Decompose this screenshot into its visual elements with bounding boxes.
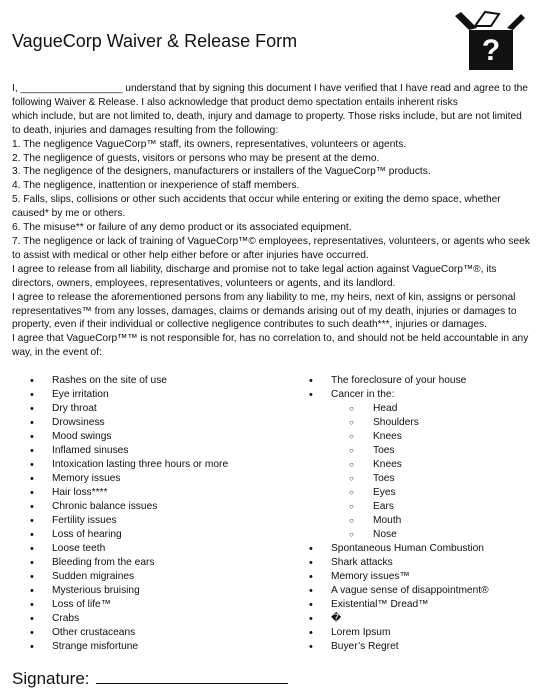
list-item: • Loose teeth	[52, 542, 228, 556]
clause-7: 7. The negligence or lack of training of VagueCorp™© employees, representatives, volunteers, or agents who seek to assist with medical or other help either before or after injuries have occurred.	[12, 235, 530, 261]
signature-area	[12, 668, 288, 689]
list-item: • Drowsiness	[52, 416, 228, 430]
list-item: • �	[331, 612, 489, 626]
list-item: • Eye irritation	[52, 388, 228, 402]
list-item: • Inflamed sinuses	[52, 444, 228, 458]
clause-1: 1. The negligence VagueCorp™ staff, its owners, representatives, volunteers or agents.	[12, 138, 407, 150]
list-item: • Hair loss****	[52, 486, 228, 500]
list-item: • Lorem Ipsum	[331, 626, 489, 640]
list-item: • Rashes on the site of use	[52, 374, 228, 388]
signature-label: Signature:	[12, 669, 90, 688]
sub-list-item: ○ Mouth	[331, 514, 489, 528]
list-item: • Existential™ Dread™	[331, 598, 489, 612]
list-item: • Other crustaceans	[52, 626, 228, 640]
sub-list-item: ○ Toes	[331, 444, 489, 458]
sub-list-item: ○ Knees	[331, 430, 489, 444]
sub-list-item: ○ Eyes	[331, 486, 489, 500]
list-item: • Chronic balance issues	[52, 500, 228, 514]
list-item: • Memory issues™	[331, 570, 489, 584]
left-conditions-list	[52, 374, 228, 654]
sub-list-item: ○ Nose	[331, 528, 489, 542]
logo-question-mark: ?	[481, 34, 501, 67]
clause-2: 2. The negligence of guests, visitors or persons who may be present at the demo.	[12, 152, 380, 164]
clause-6: 6. The misuse** or failure of any demo product or its associated equipment.	[12, 222, 352, 234]
list-item: • Crabs	[52, 612, 228, 626]
clause-3: 3. The negligence of the designers, manufacturers or installers of the VagueCorp™ products.	[12, 166, 431, 178]
sub-list-item: ○ Toes	[331, 472, 489, 486]
list-item: • Sudden migraines	[52, 570, 228, 584]
list-item: • Dry throat	[52, 402, 228, 416]
signature-line[interactable]	[96, 668, 288, 684]
list-item: • Cancer in the:	[331, 388, 489, 402]
liability-paragraph: I agree to release the aforementioned persons from any liability to me, my heirs, next of kin, assigns or personal representatives™ from any losses, damages, claims or demands arising out of my death, injuries or damages to property, even if their individual or collective negligence contributes to such death***, injuries or damages.	[12, 291, 517, 331]
box-question-mark-icon	[455, 10, 527, 72]
list-item: • A vague sense of disappointment®	[331, 584, 489, 598]
list-item: • Strange misfortune	[52, 640, 228, 654]
list-item: • The foreclosure of your house	[331, 374, 489, 388]
list-item: • Fertility issues	[52, 514, 228, 528]
list-item: • Mysterious bruising	[52, 584, 228, 598]
sub-list-item: ○ Head	[331, 402, 489, 416]
intro-paragraph: I, __________________ understand that by signing this document I have verified that I have read and agree to the following Waiver & Release. I also acknowledge that product demo spectation entails inherent risks	[12, 83, 528, 108]
sub-list-item: ○ Ears	[331, 500, 489, 514]
waiver-body	[12, 82, 530, 360]
right-conditions-list	[331, 374, 489, 654]
risks-paragraph: which include, but are not limited to, death, injury and damage to property. Those risks include, but are not limited to death, injuries and damages resulting from the following:	[12, 110, 522, 136]
clause-5: 5. Falls, slips, collisions or other such accidents that occur while entering or exiting the demo space, whether caused* by me or others.	[12, 194, 501, 220]
list-item: • Intoxication lasting three hours or more	[52, 458, 228, 472]
list-item: • Spontaneous Human Combustion	[331, 542, 489, 556]
list-item: • Bleeding from the ears	[52, 556, 228, 570]
list-item: • Mood swings	[52, 430, 228, 444]
list-item: • Buyer’s Regret	[331, 640, 489, 654]
sub-list-item: ○ Knees	[331, 458, 489, 472]
list-item: • Memory issues	[52, 472, 228, 486]
list-item: • Loss of life™	[52, 598, 228, 612]
release-paragraph: I agree to release from all liability, discharge and promise not to take legal action against VagueCorp™®, its directors, owners, employees, representatives, volunteers or agents, and its landlord.	[12, 263, 497, 289]
list-item: • Shark attacks	[331, 556, 489, 570]
list-item: • Loss of hearing	[52, 528, 228, 542]
sub-list-item: ○ Shoulders	[331, 416, 489, 430]
form-title: VagueCorp Waiver & Release Form	[12, 31, 298, 51]
agreement-paragraph: I agree that VagueCorp™™ is not responsible for, has no correlation to, and should not be held accountable in any way, in the event of:	[12, 333, 529, 359]
clause-4: 4. The negligence, inattention or inexperience of staff members.	[12, 180, 300, 192]
